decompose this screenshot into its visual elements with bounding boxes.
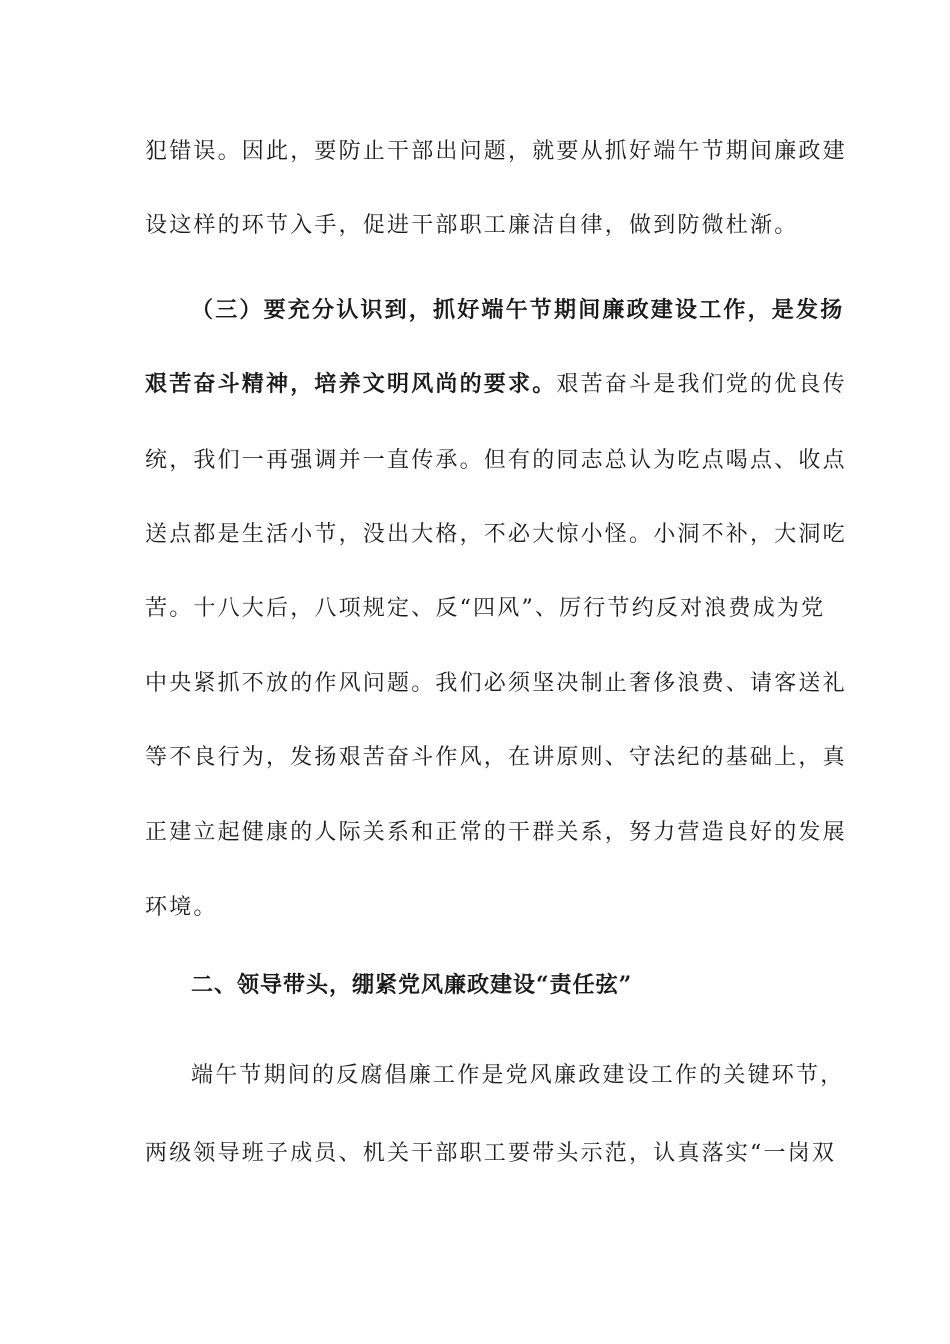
subsection-heading-line: （三）要充分认识到，抓好端午节期间廉政建设工作，是发扬 xyxy=(191,297,845,323)
paragraph-line: 端午节期间的反腐倡廉工作是党风廉政建设工作的关键环节， xyxy=(191,1063,845,1088)
paragraph-line: 等不良行为，发扬艰苦奋斗作风，在讲原则、守法纪的基础上，真 xyxy=(145,745,847,770)
paragraph-line: 犯错误。因此，要防止干部出问题，就要从抓好端午节期间廉政建 xyxy=(145,139,847,164)
paragraph-line: 中央紧抓不放的作风问题。我们必须坚决制止奢侈浪费、请客送礼 xyxy=(145,671,847,696)
paragraph-text: 艰苦奋斗是我们党的优良传 xyxy=(556,372,847,397)
paragraph-line xyxy=(145,369,847,400)
paragraph-line: 送点都是生活小节，没出大格，不必大惊小怪。小洞不补，大洞吃 xyxy=(145,522,847,547)
paragraph-line: 统，我们一再强调并一直传承。但有的同志总认为吃点喝点、收点 xyxy=(145,448,847,473)
paragraph-line: 两级领导班子成员、机关干部职工要带头示范，认真落实“一岗双 xyxy=(145,1141,837,1166)
section-heading: 二、领导带头，绷紧党风廉政建设“责任弦” xyxy=(191,972,633,998)
paragraph-line: 苦。十八大后，八项规定、反“四风”、厉行节约反对浪费成为党 xyxy=(145,596,826,621)
subsection-heading-end: 艰苦奋斗精神，培养文明风尚的要求。 xyxy=(145,371,557,397)
paragraph-line: 环境。 xyxy=(145,895,218,920)
paragraph-line: 正建立起健康的人际关系和正常的干群关系，努力营造良好的发展 xyxy=(145,820,847,845)
paragraph-line: 设这样的环节入手，促进干部职工廉洁自律，做到防微杜渐。 xyxy=(145,213,799,238)
